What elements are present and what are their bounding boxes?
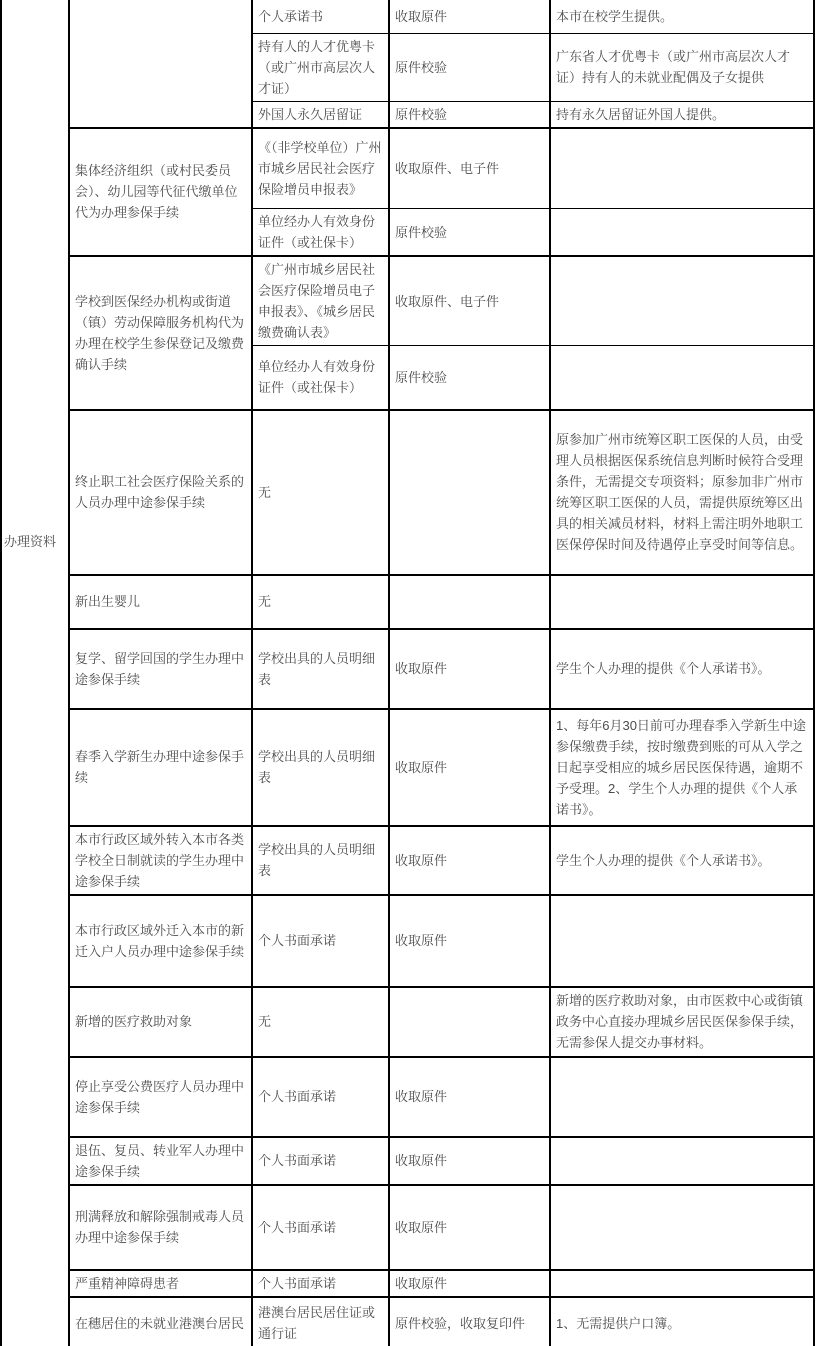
note-cell: 学生个人办理的提供《个人承诺书》。 — [550, 629, 814, 709]
material-cell: 学校出具的人员明细表 — [252, 709, 389, 826]
handling-cell: 原件校验 — [389, 209, 550, 257]
material-cell: 个人书面承诺 — [252, 1057, 389, 1137]
handling-cell — [389, 987, 550, 1057]
table-row — [1, 629, 814, 709]
scenario-cell: 严重精神障碍患者 — [69, 1270, 252, 1297]
scenario-cell: 停止享受公费医疗人员办理中途参保手续 — [69, 1057, 252, 1137]
note-cell — [550, 1137, 814, 1185]
note-cell: 持有永久居留证外国人提供。 — [550, 101, 814, 128]
material-cell: 单位经办人有效身份证件（或社保卡） — [252, 346, 389, 410]
handling-cell: 原件校验，收取复印件 — [389, 1297, 550, 1346]
row-header-cell — [1, 0, 69, 1346]
table-row — [1, 0, 814, 33]
note-cell: 原参加广州市统筹区职工医保的人员，由受理人员根据医保系统信息判断时候符合受理条件，无需提交专项资料；原参加非广州市统筹区职工医保的人员，需提供原统筹区出具的相关减员材料，材料上需注明外地职工医保停保时间及待遇停止享受时间等信息。 — [550, 410, 814, 575]
note-cell — [550, 128, 814, 209]
handling-cell — [389, 410, 550, 575]
handling-cell — [389, 575, 550, 629]
material-cell: 《广州市城乡居民社会医疗保险增员电子申报表》、《城乡居民缴费确认表》 — [252, 256, 389, 346]
note-cell — [550, 1270, 814, 1297]
material-cell: 无 — [252, 575, 389, 629]
scenario-cell: 学校到医保经办机构或街道（镇）劳动保障服务机构代为办理在校学生参保登记及缴费确认手续 — [69, 256, 252, 410]
material-cell: 《（非学校单位）广州市城乡居民社会医疗保险增员申报表》 — [252, 128, 389, 209]
note-cell — [550, 1057, 814, 1137]
note-cell — [550, 575, 814, 629]
table-row — [1, 1185, 814, 1270]
scenario-cell: 新出生婴儿 — [69, 575, 252, 629]
table-row — [1, 1137, 814, 1185]
table-row — [1, 826, 814, 895]
scenario-cell: 刑满释放和解除强制戒毒人员办理中途参保手续 — [69, 1185, 252, 1270]
scenario-cell: 集体经济组织（或村民委员会）、幼儿园等代征代缴单位代为办理参保手续 — [69, 128, 252, 257]
row-header-label: 办理资料 — [4, 534, 57, 549]
handling-cell: 收取原件 — [389, 1137, 550, 1185]
handling-cell: 收取原件 — [389, 826, 550, 895]
table-row — [1, 1270, 814, 1297]
material-cell: 个人书面承诺 — [252, 1185, 389, 1270]
scenario-cell: 春季入学新生办理中途参保手续 — [69, 709, 252, 826]
table-row — [1, 128, 814, 209]
handling-cell: 收取原件 — [389, 1057, 550, 1137]
handling-cell: 收取原件 — [389, 709, 550, 826]
table-row — [1, 987, 814, 1057]
material-cell: 个人书面承诺 — [252, 1137, 389, 1185]
handling-cell: 收取原件、电子件 — [389, 256, 550, 346]
handling-cell: 收取原件 — [389, 895, 550, 987]
table-row — [1, 895, 814, 987]
table-body — [1, 0, 814, 1346]
scenario-cell — [69, 0, 252, 128]
table-row — [1, 256, 814, 346]
material-cell: 港澳台居民居住证或通行证 — [252, 1297, 389, 1346]
note-cell: 新增的医疗救助对象，由市医救中心或街镇政务中心直接办理城乡居民医保参保手续，无需参保人提交办事材料。 — [550, 987, 814, 1057]
note-cell: 学生个人办理的提供《个人承诺书》。 — [550, 826, 814, 895]
material-cell: 个人承诺书 — [252, 0, 389, 33]
handling-cell: 收取原件、电子件 — [389, 128, 550, 209]
table-row — [1, 575, 814, 629]
note-cell — [550, 1185, 814, 1270]
material-cell: 无 — [252, 410, 389, 575]
scenario-cell: 本市行政区域外转入本市各类学校全日制就读的学生办理中途参保手续 — [69, 826, 252, 895]
note-cell — [550, 895, 814, 987]
scenario-cell: 新增的医疗救助对象 — [69, 987, 252, 1057]
material-cell: 个人书面承诺 — [252, 1270, 389, 1297]
material-cell: 持有人的人才优粤卡（或广州市高层次人才证） — [252, 33, 389, 101]
handling-cell: 收取原件 — [389, 1185, 550, 1270]
note-cell: 1、每年6月30日前可办理春季入学新生中途参保缴费手续，按时缴费到账的可从入学之日起享受相应的城乡居民医保待遇，逾期不予受理。2、学生个人办理的提供《个人承诺书》。 — [550, 709, 814, 826]
table-row — [1, 1057, 814, 1137]
material-cell: 个人书面承诺 — [252, 895, 389, 987]
scenario-cell: 退伍、复员、转业军人办理中途参保手续 — [69, 1137, 252, 1185]
material-cell: 学校出具的人员明细表 — [252, 826, 389, 895]
note-cell: 本市在校学生提供。 — [550, 0, 814, 33]
material-cell: 单位经办人有效身份证件（或社保卡） — [252, 209, 389, 257]
scenario-cell: 复学、留学回国的学生办理中途参保手续 — [69, 629, 252, 709]
material-cell: 学校出具的人员明细表 — [252, 629, 389, 709]
note-cell — [550, 256, 814, 346]
handling-cell: 原件校验 — [389, 346, 550, 410]
scenario-cell: 终止职工社会医疗保险关系的人员办理中途参保手续 — [69, 410, 252, 575]
handling-cell: 收取原件 — [389, 0, 550, 33]
material-cell: 外国人永久居留证 — [252, 101, 389, 128]
note-cell — [550, 209, 814, 257]
note-cell — [550, 346, 814, 410]
handling-cell: 收取原件 — [389, 629, 550, 709]
scenario-cell: 在穗居住的未就业港澳台居民 — [69, 1297, 252, 1346]
table-row — [1, 1297, 814, 1346]
handling-cell: 收取原件 — [389, 1270, 550, 1297]
table-row — [1, 709, 814, 826]
material-cell: 无 — [252, 987, 389, 1057]
handling-cell: 原件校验 — [389, 33, 550, 101]
table-row — [1, 410, 814, 575]
note-cell: 1、无需提供户口簿。 — [550, 1297, 814, 1346]
scenario-cell: 本市行政区域外迁入本市的新迁入户人员办理中途参保手续 — [69, 895, 252, 987]
note-cell: 广东省人才优粤卡（或广州市高层次人才证）持有人的未就业配偶及子女提供 — [550, 33, 814, 101]
handling-cell: 原件校验 — [389, 101, 550, 128]
